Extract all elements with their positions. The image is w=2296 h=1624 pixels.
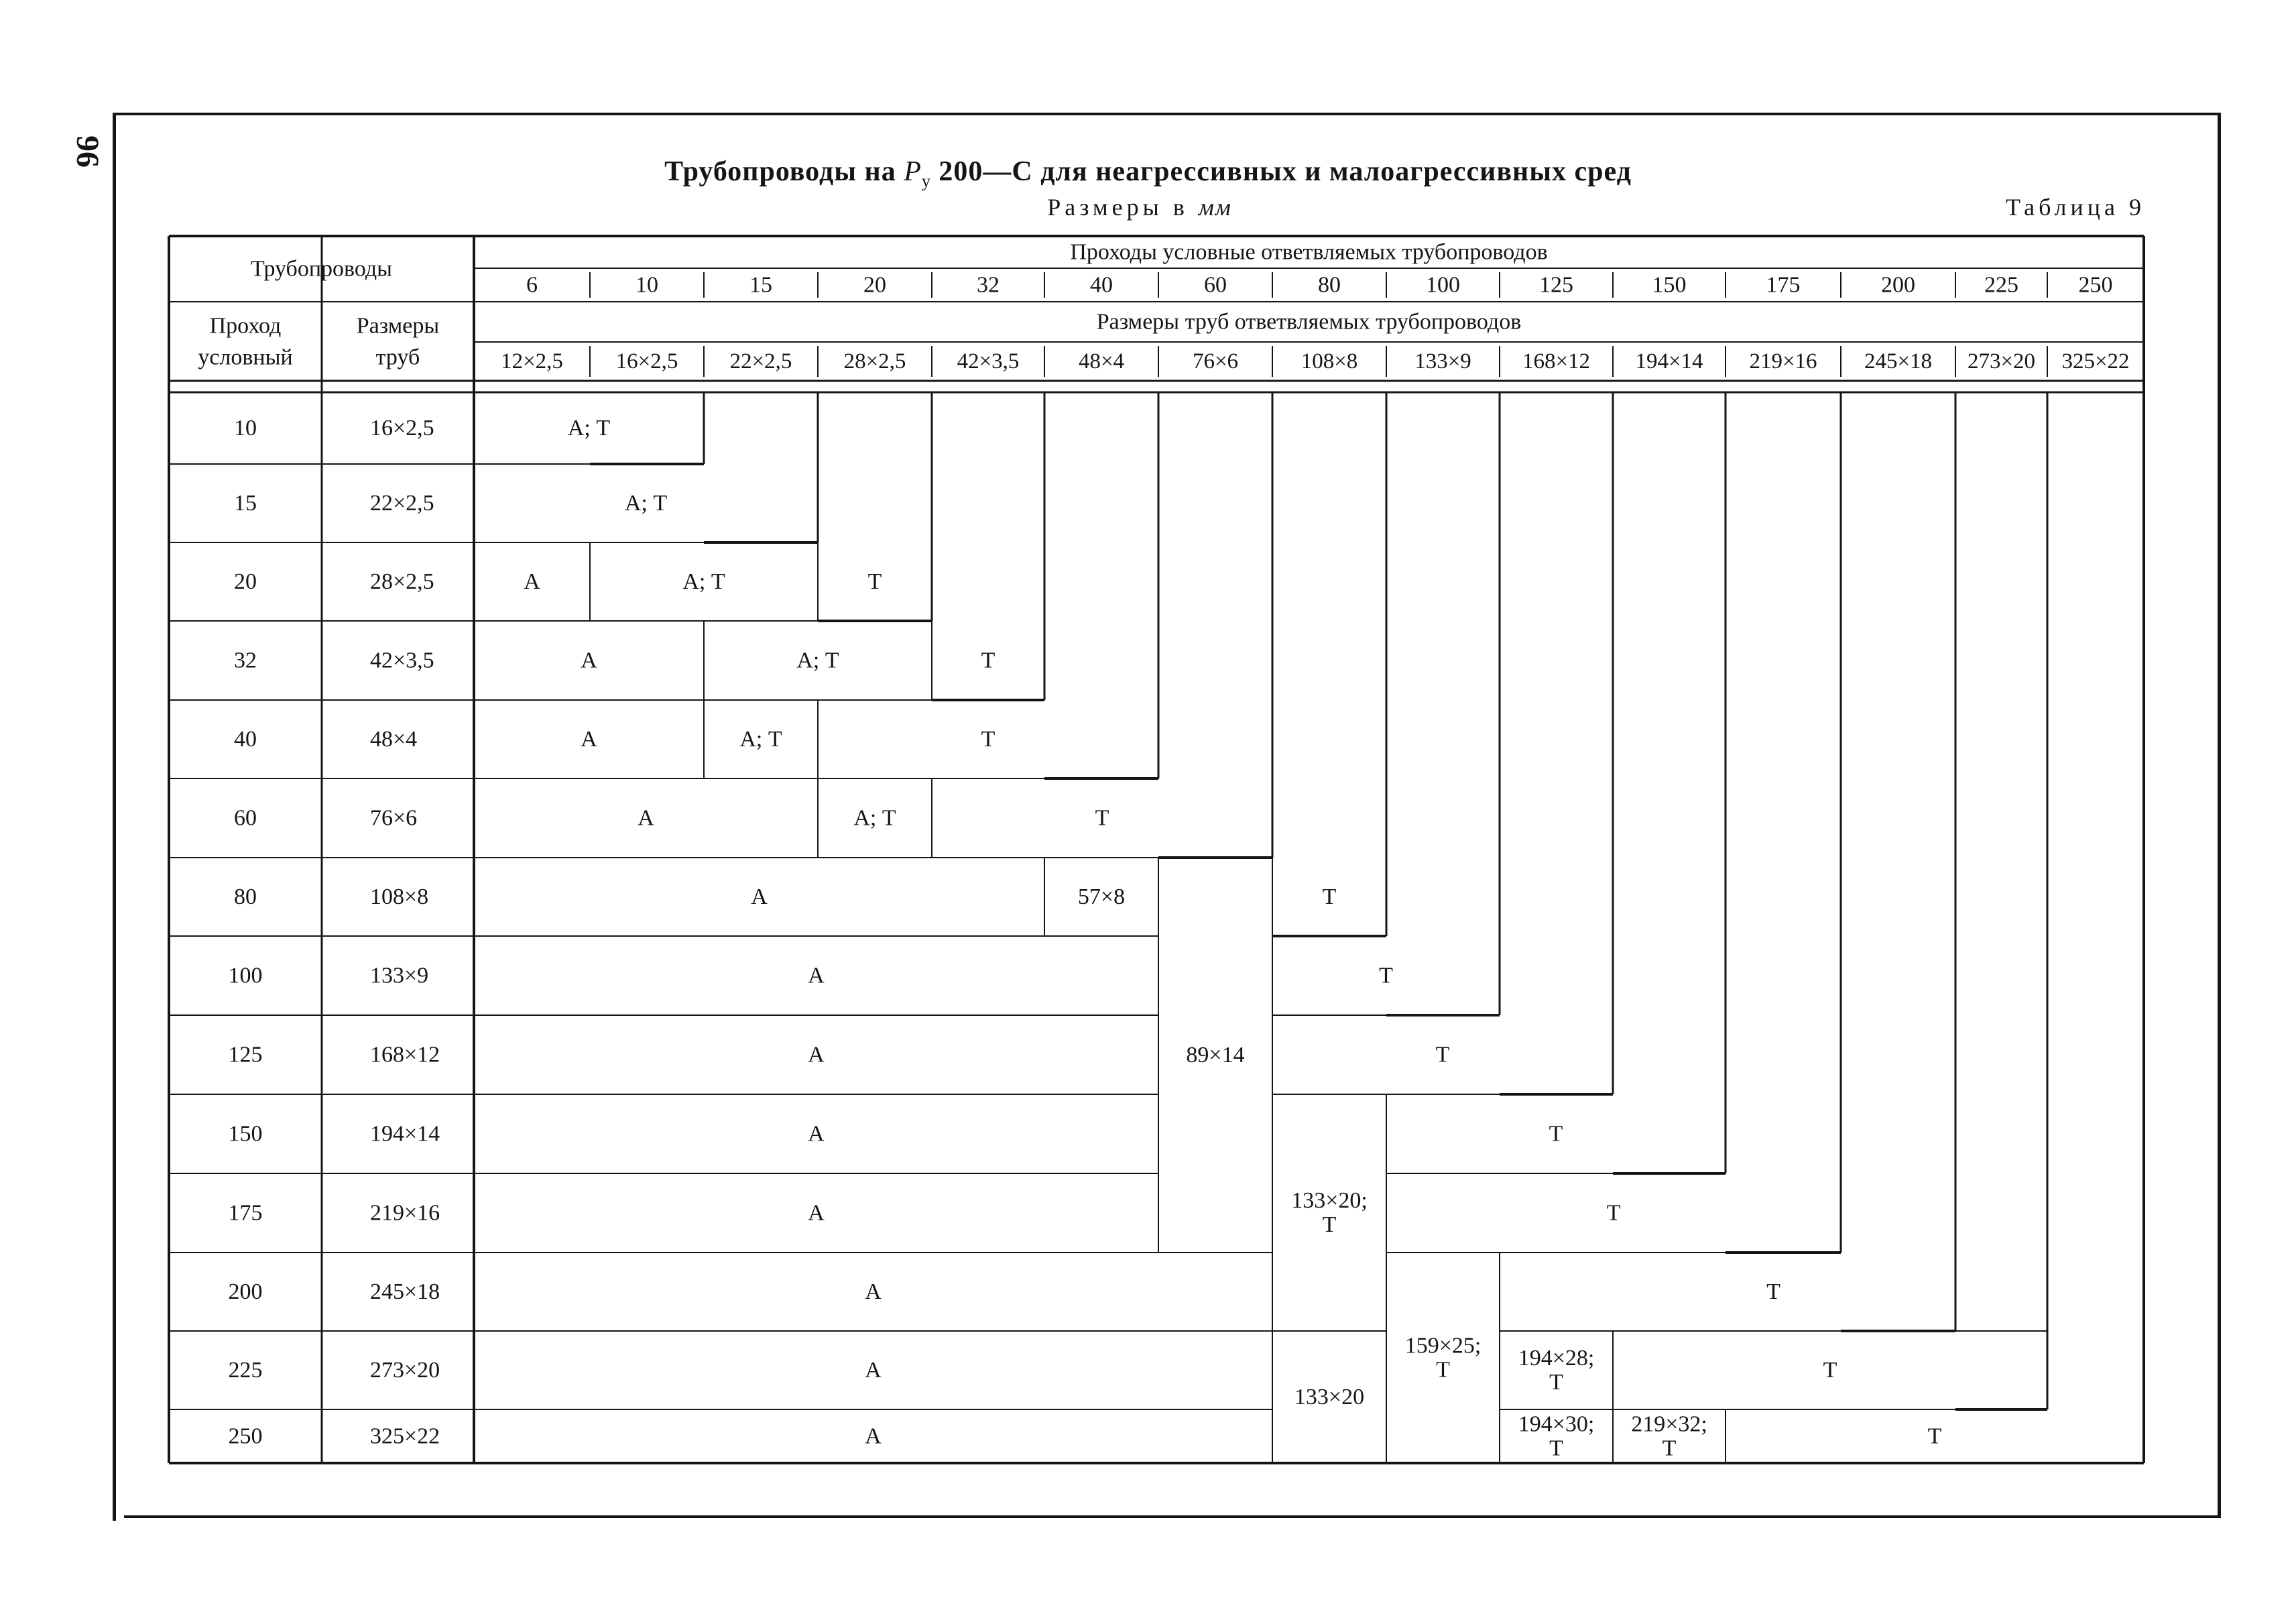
row-bore-175: 175 (228, 1200, 263, 1226)
row-bore-225: 225 (228, 1358, 263, 1383)
cell-value: Т (981, 648, 995, 673)
row-size-15: 22×2,5 (370, 491, 434, 516)
branch-size-14: 273×20 (1967, 349, 2036, 373)
branch-bore-225: 225 (1984, 272, 2018, 298)
cell-value: Т (1766, 1279, 1780, 1304)
cell-value: А (524, 569, 540, 594)
branch-bore-175: 175 (1766, 272, 1801, 298)
cell-value: 219×32; (1631, 1411, 1707, 1437)
title-text-before: Трубопроводы на (664, 156, 904, 187)
cell-value: А (808, 963, 825, 988)
branch-bore-6: 6 (526, 272, 538, 298)
row-bore-60: 60 (234, 805, 257, 831)
branch-bore-20: 20 (863, 272, 886, 298)
branch-bore-200: 200 (1881, 272, 1915, 298)
cell-value: Т (1606, 1200, 1621, 1226)
header-size-line2: труб (375, 345, 420, 370)
header-pipelines: Трубопроводы (250, 256, 393, 282)
row-size-250: 325×22 (370, 1424, 440, 1449)
cell-value: А (808, 1042, 825, 1067)
header-size-line1: Размеры (356, 313, 440, 339)
cell-value: Т (867, 569, 882, 594)
cell-value: Т (1379, 963, 1393, 988)
branch-bore-32: 32 (977, 272, 1000, 298)
header-bore-line2: условный (198, 345, 293, 370)
row-size-10: 16×2,5 (370, 416, 434, 441)
units-unit: мм (1198, 194, 1232, 221)
cell-value: 89×14 (1186, 1043, 1245, 1067)
branch-bore-150: 150 (1652, 272, 1687, 298)
branch-size-6: 48×4 (1078, 349, 1125, 373)
cell-value: А (865, 1279, 882, 1304)
cell-value: Т (1095, 805, 1109, 831)
branch-size-13: 245×18 (1864, 349, 1933, 373)
row-size-125: 168×12 (370, 1042, 440, 1067)
row-bore-32: 32 (234, 648, 257, 673)
cell-value: 194×28; (1518, 1346, 1595, 1371)
row-bore-150: 150 (228, 1121, 263, 1147)
cell-value: А; Т (567, 416, 611, 441)
page-number: 96 (70, 135, 105, 168)
row-size-175: 219×16 (370, 1200, 440, 1226)
row-bore-40: 40 (234, 727, 257, 752)
cell-value: Т (1662, 1436, 1677, 1461)
branch-size-12: 219×16 (1749, 349, 1817, 373)
branch-bore-15: 15 (749, 272, 772, 298)
cell-value: Т (1322, 1212, 1337, 1237)
branch-size-9: 133×9 (1414, 349, 1471, 373)
row-size-60: 76×6 (370, 805, 418, 831)
cell-value: А (808, 1200, 825, 1226)
cell-value: Т (1436, 1357, 1450, 1383)
header-branch-bores-title: Проходы условные ответвляемых трубопроводов (1070, 239, 1548, 265)
cell-value: 57×8 (1077, 884, 1126, 909)
branch-bore-125: 125 (1539, 272, 1573, 298)
cell-value: А; Т (796, 648, 839, 673)
cell-value: А (865, 1424, 882, 1449)
cell-value: Т (1549, 1370, 1563, 1395)
units-label: Размеры в (1047, 194, 1189, 221)
branch-size-10: 168×12 (1522, 349, 1591, 373)
cell-value: А; Т (739, 727, 782, 752)
branch-bore-250: 250 (2078, 272, 2113, 298)
row-size-200: 245×18 (370, 1279, 440, 1304)
cell-value: А (865, 1358, 882, 1383)
branch-size-8: 108×8 (1301, 349, 1358, 373)
row-size-40: 48×4 (370, 727, 418, 752)
row-bore-100: 100 (228, 963, 263, 988)
header-bore-line1: Проход (209, 313, 282, 339)
branch-bore-60: 60 (1204, 272, 1227, 298)
cell-value: 133×20 (1294, 1385, 1365, 1409)
row-bore-10: 10 (234, 416, 257, 441)
branch-size-5: 42×3,5 (957, 349, 1020, 373)
row-bore-15: 15 (234, 491, 257, 516)
branch-bore-40: 40 (1090, 272, 1113, 298)
cell-value: Т (1549, 1121, 1563, 1147)
branch-size-3: 22×2,5 (729, 349, 792, 373)
row-bore-200: 200 (228, 1279, 263, 1304)
cell-value: 133×20; (1291, 1188, 1368, 1213)
cell-value: Т (981, 727, 995, 752)
branch-size-4: 28×2,5 (843, 349, 906, 373)
branch-size-2: 16×2,5 (615, 349, 678, 373)
cell-value: А; Т (853, 805, 896, 831)
row-size-225: 273×20 (370, 1358, 440, 1383)
branch-size-15: 325×22 (2061, 349, 2130, 373)
cell-value: А (581, 727, 597, 752)
branch-size-7: 76×6 (1192, 349, 1239, 373)
cell-value: А; Т (624, 491, 668, 516)
cell-value: Т (1549, 1436, 1563, 1461)
branch-size-11: 194×14 (1635, 349, 1703, 373)
branch-bore-10: 10 (636, 272, 658, 298)
table-number: Таблица 9 (2006, 194, 2145, 221)
cell-value: 194×30; (1518, 1411, 1595, 1437)
cell-value: Т (1322, 884, 1337, 909)
cell-value: А; Т (682, 569, 725, 594)
cell-value: А (808, 1121, 825, 1147)
cell-value: 159×25; (1404, 1333, 1482, 1358)
row-size-32: 42×3,5 (370, 648, 434, 673)
row-bore-125: 125 (228, 1042, 263, 1067)
title-p-symbol: P (904, 156, 922, 187)
row-bore-80: 80 (234, 884, 257, 909)
row-bore-20: 20 (234, 569, 257, 594)
branch-bore-80: 80 (1318, 272, 1341, 298)
cell-value: А (581, 648, 597, 673)
row-size-20: 28×2,5 (370, 569, 434, 594)
cell-value: Т (1435, 1042, 1450, 1067)
cell-value: Т (1823, 1358, 1837, 1383)
title-text-after: 200—С для неагрессивных и малоагрессивных сред (930, 156, 1632, 187)
branch-bore-100: 100 (1426, 272, 1460, 298)
cell-value: А (751, 884, 768, 909)
row-size-150: 194×14 (370, 1121, 440, 1147)
cell-value: Т (1927, 1424, 1942, 1449)
row-size-100: 133×9 (370, 963, 429, 988)
branch-size-1: 12×2,5 (501, 349, 563, 373)
cell-value: А (638, 805, 654, 831)
header-branch-sizes-title: Размеры труб ответвляемых трубопроводов (1096, 309, 1522, 335)
row-bore-250: 250 (228, 1424, 263, 1449)
title-p-subscript: у (921, 171, 931, 191)
row-size-80: 108×8 (370, 884, 429, 909)
